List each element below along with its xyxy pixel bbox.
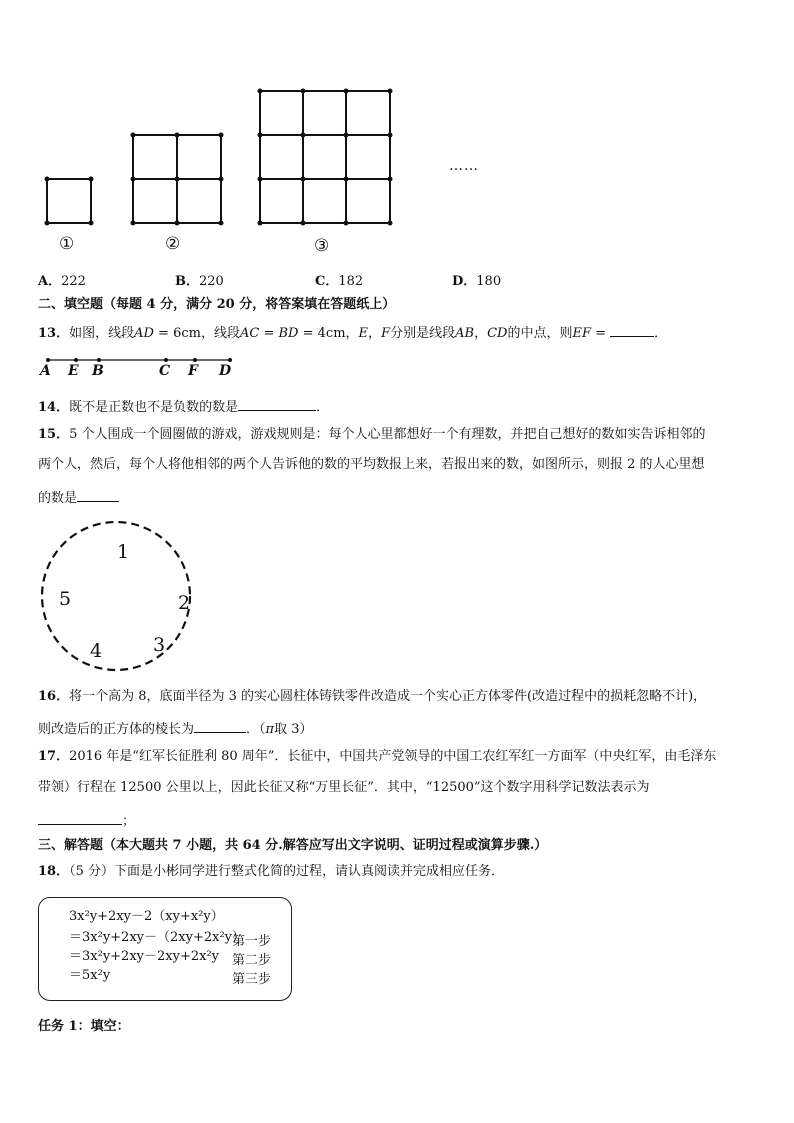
q13-m1v: = 6cm	[153, 326, 201, 341]
figure-label-3: ③	[314, 236, 330, 256]
q18-body: （5 分）下面是小彬同学进行整式化简的过程，请认真阅读并完成相应任务．	[69, 864, 504, 879]
choice-a-key: A．	[38, 274, 62, 289]
q16-pi: π	[265, 722, 275, 737]
q13-m2b: =	[259, 326, 279, 341]
q13-m3v: = 4cm	[298, 326, 346, 341]
figure-label-1: ①	[59, 234, 75, 254]
circle-number-1: 1	[117, 541, 130, 563]
derivation-step-2: ＝3x²y+2xy－2xy+2x²y	[69, 949, 219, 964]
choice-c-value: 182	[338, 274, 364, 289]
q13-t3: ，	[345, 326, 359, 341]
choice-c-key: C．	[315, 274, 339, 289]
point-f: F	[188, 363, 198, 379]
q13-t1: 如图，线段	[69, 326, 135, 341]
q16-number: 16．	[38, 689, 70, 704]
choice-b-key: B．	[175, 274, 199, 289]
q16-text-1: 将一个高为 8，底面半径为 3 的实心圆柱体铸铁零件改造成一个实心正方体零件(改造过程中的损耗忽略不计)，	[69, 689, 707, 704]
q13-t5: 分别是线段	[390, 326, 456, 341]
q13-m3: BD	[278, 326, 299, 341]
figure-ellipsis: ……	[449, 158, 479, 174]
q17-number: 17．	[38, 749, 70, 764]
q13-t8: =	[590, 326, 611, 341]
section3-title-b: （本大题共 7 小题，共 64 分.解答应写出文字说明、证明过程或演算步骤.）	[103, 838, 548, 853]
q16-answer-blank[interactable]	[194, 718, 246, 733]
q15-answer-blank[interactable]	[77, 487, 119, 502]
q14-text	[38, 396, 329, 417]
derivation-step-3: ＝5x²y	[69, 968, 111, 983]
section2-title: 二、填空题（每题 4 分，满分 20 分，将答案填在答题纸上）	[38, 297, 396, 312]
point-a: A	[40, 363, 51, 379]
point-d: D	[219, 363, 232, 379]
q16-text-2b: ．（	[246, 722, 266, 737]
q17-line1	[38, 748, 716, 766]
q16-line1	[38, 688, 706, 706]
q18-text	[38, 863, 504, 881]
choice-b-value: 220	[199, 274, 224, 289]
task1-label: 任务 1：填空：	[38, 1019, 130, 1034]
figure-label-2: ②	[165, 234, 181, 254]
q13-t2: ，线段	[200, 326, 240, 341]
q16-line2	[38, 718, 312, 739]
circle-number-4: 4	[90, 640, 103, 662]
q17-line3	[38, 810, 135, 831]
q18-number: 18．	[38, 864, 70, 879]
derivation-step-3-label: 第三步	[232, 972, 272, 987]
q16-text-2a: 则改造后的正方体的棱长为	[38, 722, 195, 737]
point-c: C	[159, 363, 171, 379]
q16-text-2c: 取 3）	[274, 722, 313, 737]
point-b: B	[92, 363, 104, 379]
choice-d	[452, 270, 501, 289]
q13-m7: CD	[487, 326, 508, 341]
q15-line3	[38, 487, 119, 508]
grid-figures	[0, 0, 520, 240]
q13-number: 13．	[38, 326, 70, 341]
choice-d-key: D．	[452, 274, 477, 289]
derivation-box	[38, 897, 292, 1001]
q13-end: ．	[654, 326, 668, 341]
q13-m5: F	[381, 326, 391, 341]
q13-m4: E	[358, 326, 369, 341]
choice-a-value: 222	[61, 274, 86, 289]
q13-m2: AC	[239, 326, 260, 341]
choice-a	[38, 270, 86, 289]
derivation-step-2-label: 第二步	[232, 953, 272, 968]
derivation-step-1-label: 第一步	[232, 934, 272, 949]
circle-number-3: 3	[153, 634, 166, 656]
choice-c	[315, 270, 363, 289]
q13-t4: ，	[368, 326, 382, 341]
section3-title-a: 三、解答题	[38, 838, 104, 853]
derivation-step-0: 3x²y+2xy－2（xy+x²y）	[69, 909, 224, 924]
q17-answer-blank[interactable]	[38, 810, 122, 825]
q13-text	[38, 322, 667, 343]
point-e: E	[68, 363, 79, 379]
choice-d-value: 180	[476, 274, 502, 289]
q13-answer-blank[interactable]	[610, 322, 654, 337]
q14-body: 既不是正数也不是负数的数是	[69, 400, 239, 415]
q14-answer-blank[interactable]	[238, 396, 316, 411]
q15-number: 15．	[38, 427, 70, 442]
q15-text-3: 的数是	[38, 491, 78, 506]
q15-line2: 两个人，然后，每个人将他相邻的两个人告诉他的数的平均数报上来，若报出来的数，如图所示，则报 2 的人心里想	[38, 457, 705, 472]
q14-number: 14．	[38, 400, 70, 415]
section3-title	[38, 837, 547, 855]
circle-number-5: 5	[59, 588, 72, 610]
q15-line1	[38, 426, 706, 444]
q13-t6: ，	[474, 326, 488, 341]
q13-m1: AD	[134, 326, 154, 341]
q13-m8: EF	[572, 326, 591, 341]
q17-line2: 带领）行程在 12500 公里以上，因此长征又称“万里长征”．其中，“12500”这个数字用科学记数法表示为	[38, 780, 650, 795]
q17-end: ；	[122, 814, 136, 829]
circle-number-2: 2	[178, 592, 191, 614]
q13-m6: AB	[455, 326, 475, 341]
choice-b	[175, 270, 224, 289]
q14-end: ．	[316, 400, 330, 415]
q17-text-1: 2016 年是“红军长征胜利 80 周年”．长征中，中国共产党领导的中国工农红军红一方面军（中央红军，由毛泽东	[69, 749, 717, 764]
q15-text-1: 5 个人围成一个圆圈做的游戏，游戏规则是：每个人心里都想好一个有理数，并把自己想好的数如实告诉相邻的	[69, 427, 706, 442]
derivation-step-1: ＝3x²y+2xy－（2xy+2x²y）	[69, 930, 245, 945]
q13-t7: 的中点，则	[507, 326, 573, 341]
